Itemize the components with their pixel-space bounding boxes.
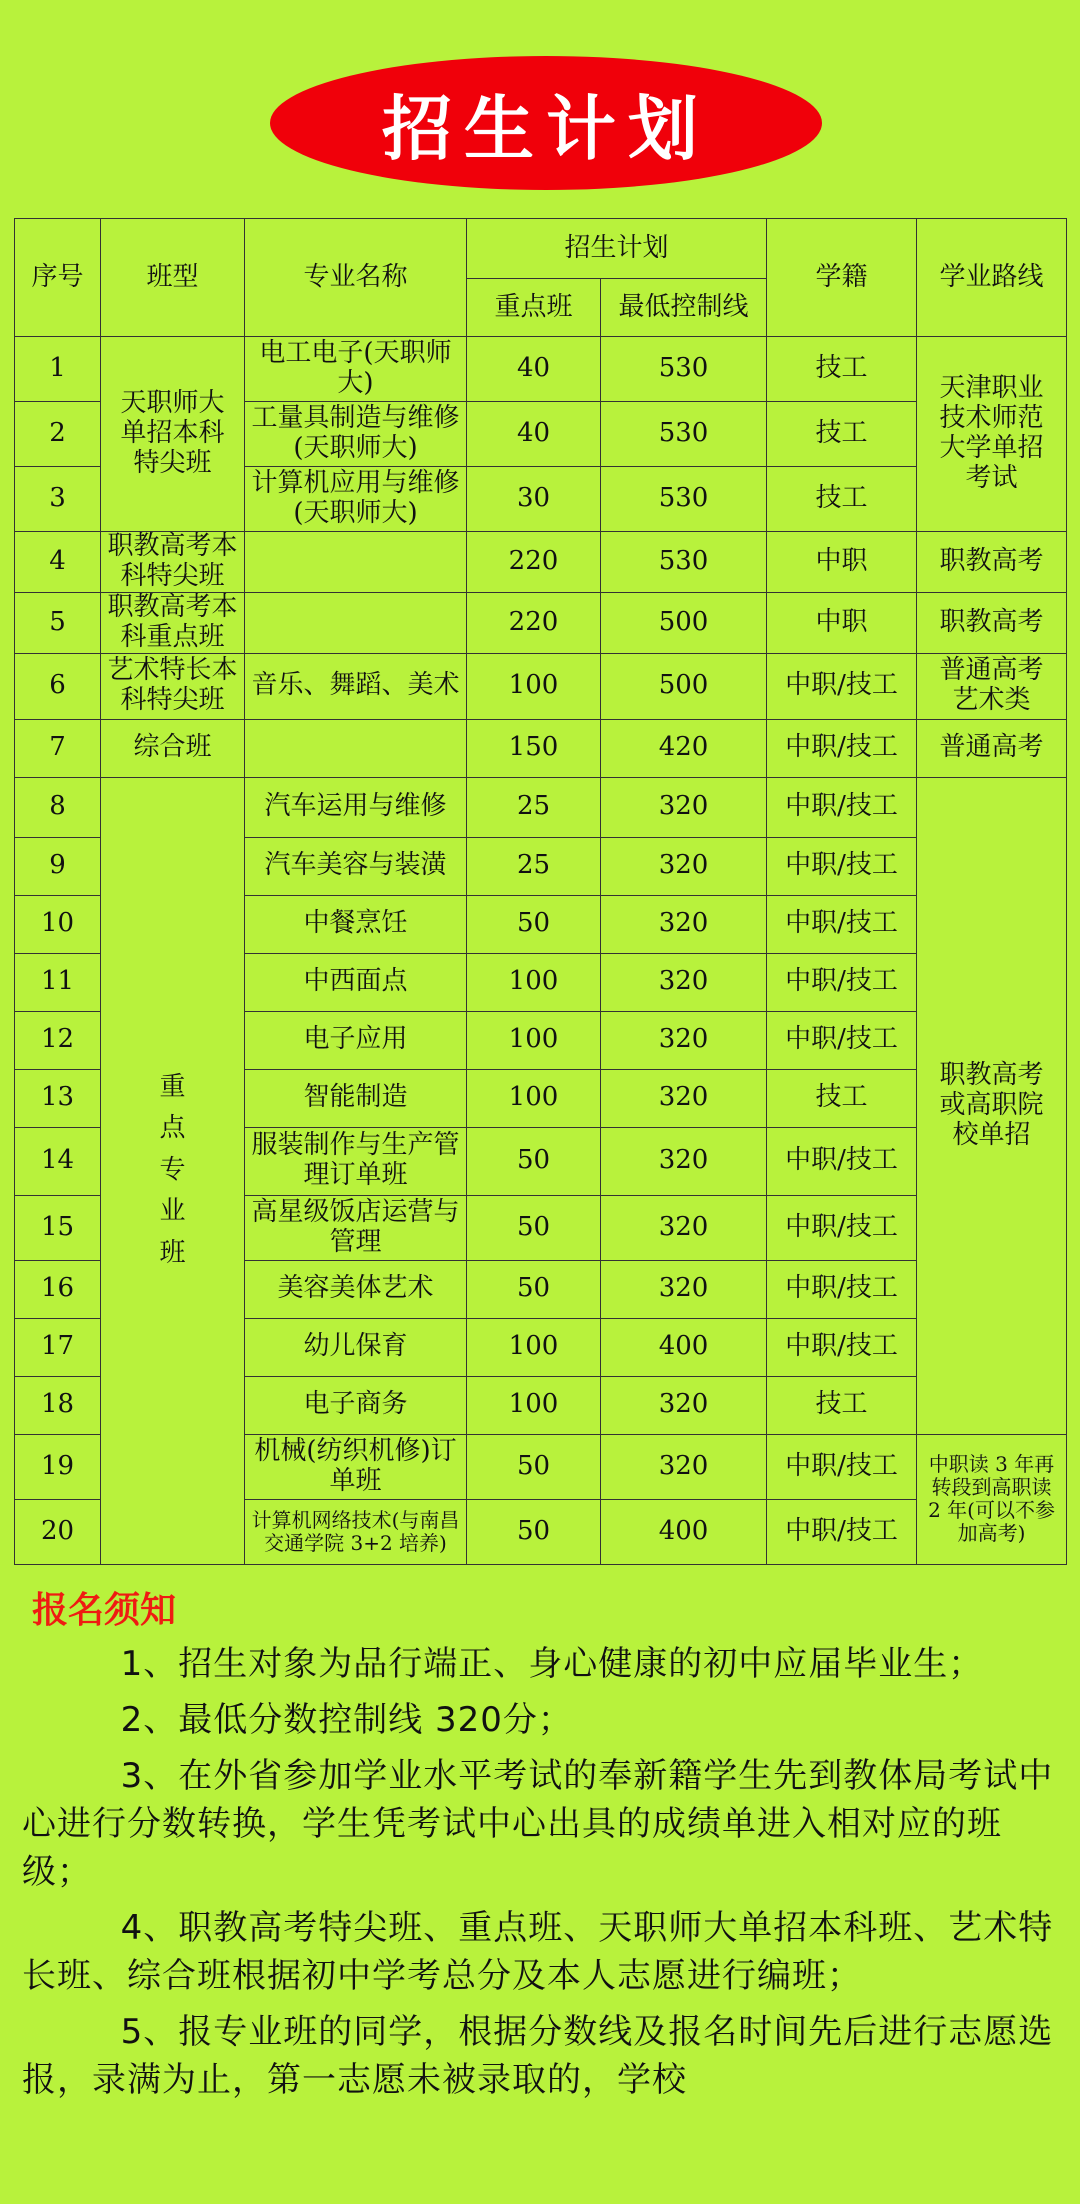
cell-major: 汽车美容与装潢: [245, 837, 467, 895]
header-row: [15, 219, 1067, 279]
cell-status: 中职/技工: [767, 1499, 917, 1564]
cell-major: [245, 592, 467, 653]
cell-line: 320: [601, 1260, 767, 1318]
cell-no: 4: [15, 532, 101, 593]
cell-line: 530: [601, 532, 767, 593]
cell-line: 320: [601, 777, 767, 837]
cell-key: 50: [467, 1434, 601, 1499]
cell-no: 2: [15, 402, 101, 467]
header-min-line: 最低控制线: [601, 279, 767, 337]
cell-status: 中职/技工: [767, 719, 917, 777]
cell-major: 电工电子(天职师大): [245, 337, 467, 402]
cell-major: 服装制作与生产管理订单班: [245, 1127, 467, 1195]
header-no: 序号: [15, 219, 101, 337]
cell-status: 技工: [767, 337, 917, 402]
path-tj: 天津职业技术师范大学单招考试: [917, 337, 1067, 532]
cell-no: 11: [15, 953, 101, 1011]
cell-status: 中职/技工: [767, 653, 917, 719]
cell-major: 中西面点: [245, 953, 467, 1011]
cell-no: 12: [15, 1011, 101, 1069]
cell-major: 机械(纺织机修)订单班: [245, 1434, 467, 1499]
header-class-type: 班型: [101, 219, 245, 337]
cell-no: 8: [15, 777, 101, 837]
cell-status: 中职: [767, 532, 917, 593]
cell-no: 5: [15, 592, 101, 653]
cell-no: 18: [15, 1376, 101, 1434]
cell-line: 530: [601, 337, 767, 402]
cell-status: 技工: [767, 467, 917, 532]
cell-status: 中职/技工: [767, 1434, 917, 1499]
cell-no: 10: [15, 895, 101, 953]
cell-no: 14: [15, 1127, 101, 1195]
table-row: [15, 592, 1067, 653]
table-row: [15, 532, 1067, 593]
cell-status: 中职/技工: [767, 1127, 917, 1195]
cell-line: 400: [601, 1318, 767, 1376]
cell-major: 智能制造: [245, 1069, 467, 1127]
path-key: 职教高考或高职院校单招: [917, 777, 1067, 1434]
cell-line: 320: [601, 953, 767, 1011]
group-key-major-label: 重点专业班: [159, 1071, 186, 1268]
cell-key: 100: [467, 1376, 601, 1434]
header-plan: 招生计划: [467, 219, 767, 279]
cell-no: 9: [15, 837, 101, 895]
notice-title: 报名须知: [32, 1590, 177, 1631]
cell-status: 中职/技工: [767, 1260, 917, 1318]
cell-major: 幼儿保育: [245, 1318, 467, 1376]
cell-status: 中职/技工: [767, 1318, 917, 1376]
cell-key: 40: [467, 402, 601, 467]
cell-major: 计算机网络技术(与南昌交通学院 3+2 培养): [245, 1499, 467, 1564]
cell-major: 计算机应用与维修(天职师大): [245, 467, 467, 532]
cell-no: 19: [15, 1434, 101, 1499]
cell-no: 3: [15, 467, 101, 532]
cell-class-type: 综合班: [101, 719, 245, 777]
cell-key: 50: [467, 1499, 601, 1564]
cell-key: 40: [467, 337, 601, 402]
cell-key: 220: [467, 532, 601, 593]
cell-key: 100: [467, 953, 601, 1011]
table-row: [15, 719, 1067, 777]
notice-item: 2、最低分数控制线 320分；: [120, 1700, 573, 1740]
cell-no: 1: [15, 337, 101, 402]
cell-line: 320: [601, 837, 767, 895]
path-transfer: 中职读 3 年再转段到高职读 2 年(可以不参加高考): [917, 1434, 1067, 1564]
enrollment-plan-table: [14, 218, 1067, 1565]
cell-status: 技工: [767, 1376, 917, 1434]
cell-no: 6: [15, 653, 101, 719]
cell-class-type: 职教高考本科特尖班: [101, 532, 245, 593]
cell-line: 320: [601, 895, 767, 953]
notice-item: 3、在外省参加学业水平考试的奉新籍学生先到教体局考试中心进行分数转换，学生凭考试中心出具的成绩单进入相对应的班级；: [22, 1756, 1054, 1892]
cell-key: 220: [467, 592, 601, 653]
header-status: 学籍: [767, 219, 917, 337]
cell-line: 320: [601, 1011, 767, 1069]
cell-key: 100: [467, 1011, 601, 1069]
cell-line: 530: [601, 467, 767, 532]
cell-major: 工量具制造与维修(天职师大): [245, 402, 467, 467]
cell-key: 150: [467, 719, 601, 777]
cell-key: 50: [467, 1127, 601, 1195]
cell-line: 320: [601, 1127, 767, 1195]
cell-status: 中职/技工: [767, 1195, 917, 1260]
cell-major: 音乐、舞蹈、美术: [245, 653, 467, 719]
notice-body: [22, 1640, 1062, 2112]
cell-major: 中餐烹饪: [245, 895, 467, 953]
cell-key: 100: [467, 1069, 601, 1127]
notice-item: 1、招生对象为品行端正、身心健康的初中应届毕业生；: [120, 1644, 984, 1684]
cell-path: 普通高考艺术类: [917, 653, 1067, 719]
page-title: 招生计划: [382, 87, 710, 170]
cell-status: 中职/技工: [767, 837, 917, 895]
cell-no: 13: [15, 1069, 101, 1127]
header-major: 专业名称: [245, 219, 467, 337]
cell-line: 320: [601, 1376, 767, 1434]
group-tj: 天职师大单招本科特尖班: [101, 337, 245, 532]
cell-major: 汽车运用与维修: [245, 777, 467, 837]
table-row: [15, 337, 1067, 402]
cell-line: 320: [601, 1195, 767, 1260]
cell-path: 普通高考: [917, 719, 1067, 777]
cell-line: 500: [601, 653, 767, 719]
title-banner: [270, 56, 822, 190]
cell-status: 技工: [767, 1069, 917, 1127]
cell-no: 17: [15, 1318, 101, 1376]
cell-major: [245, 719, 467, 777]
table-row: [15, 653, 1067, 719]
cell-key: 50: [467, 1260, 601, 1318]
notice-item: 5、报专业班的同学，根据分数线及报名时间先后进行志愿选报，录满为止，第一志愿未被录取的，学校: [22, 2012, 1054, 2100]
header-path: 学业路线: [917, 219, 1067, 337]
cell-status: 中职/技工: [767, 1011, 917, 1069]
cell-path: 职教高考: [917, 532, 1067, 593]
cell-key: 25: [467, 837, 601, 895]
table-row: [15, 777, 1067, 837]
cell-key: 100: [467, 1318, 601, 1376]
cell-status: 中职/技工: [767, 953, 917, 1011]
cell-line: 400: [601, 1499, 767, 1564]
cell-major: 高星级饭店运营与管理: [245, 1195, 467, 1260]
cell-class-type: 艺术特长本科特尖班: [101, 653, 245, 719]
cell-no: 20: [15, 1499, 101, 1564]
group-key-major: [101, 777, 245, 1564]
cell-key: 50: [467, 1195, 601, 1260]
header-key-class: 重点班: [467, 279, 601, 337]
cell-line: 530: [601, 402, 767, 467]
cell-no: 15: [15, 1195, 101, 1260]
cell-major: 电子商务: [245, 1376, 467, 1434]
notice-item: 4、职教高考特尖班、重点班、天职师大单招本科班、艺术特长班、综合班根据初中学考总分及本人志愿进行编班；: [22, 1908, 1054, 1996]
cell-major: 美容美体艺术: [245, 1260, 467, 1318]
cell-status: 中职: [767, 592, 917, 653]
cell-status: 中职/技工: [767, 777, 917, 837]
cell-key: 30: [467, 467, 601, 532]
cell-path: 职教高考: [917, 592, 1067, 653]
cell-no: 16: [15, 1260, 101, 1318]
cell-class-type: 职教高考本科重点班: [101, 592, 245, 653]
cell-key: 100: [467, 653, 601, 719]
cell-line: 500: [601, 592, 767, 653]
cell-no: 7: [15, 719, 101, 777]
cell-line: 320: [601, 1434, 767, 1499]
cell-line: 320: [601, 1069, 767, 1127]
cell-major: [245, 532, 467, 593]
cell-status: 中职/技工: [767, 895, 917, 953]
cell-key: 50: [467, 895, 601, 953]
cell-major: 电子应用: [245, 1011, 467, 1069]
cell-status: 技工: [767, 402, 917, 467]
cell-key: 25: [467, 777, 601, 837]
cell-line: 420: [601, 719, 767, 777]
